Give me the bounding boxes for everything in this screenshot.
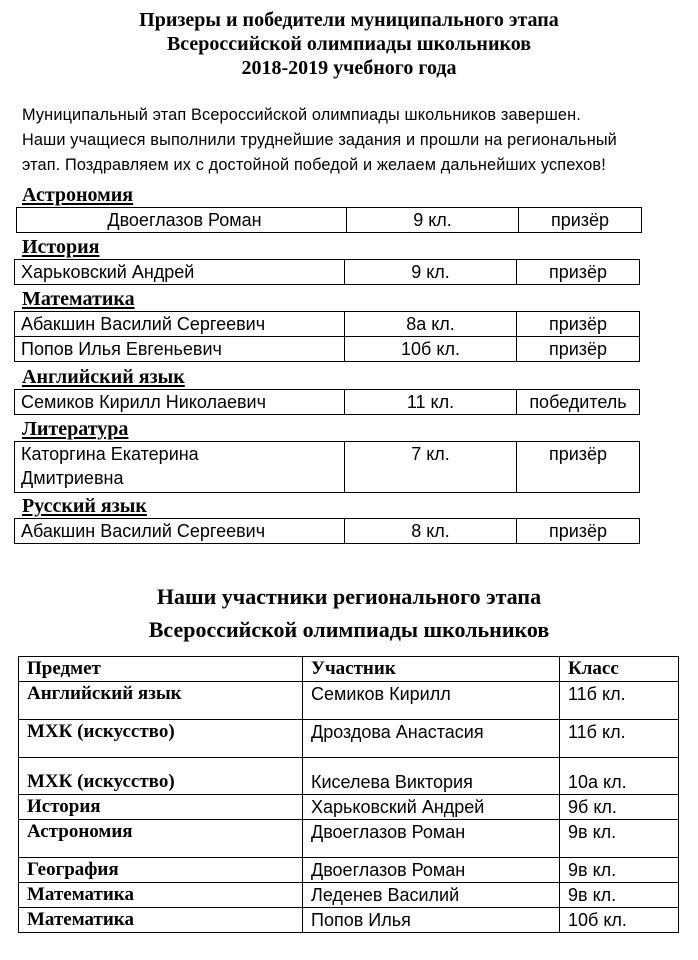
table-row [19,682,679,720]
row-grade: 11б кл. [560,720,679,758]
subject-heading: Литература [22,418,129,440]
row-participant: Киселева Виктория [303,758,560,795]
column-header-participant: Участник [303,657,560,682]
student-status: призёр [517,442,640,493]
results-table [14,518,640,544]
intro-line: этап. Поздравляем их с достойной победой и желаем дальнейших успехов! [22,156,606,174]
student-status: победитель [517,390,640,415]
student-name: Семиков Кирилл Николаевич [15,390,345,415]
column-header-subject: Предмет [19,657,303,682]
row-subject: Математика [19,883,303,908]
row-grade: 9б кл. [560,795,679,820]
intro-line: Муниципальный этап Всероссийской олимпиады школьников завершен. [22,106,581,124]
row-participant: Двоеглазов Роман [303,858,560,883]
row-subject: Английский язык [19,682,303,720]
student-name: Абакшин Василий Сергеевич [15,519,345,544]
student-name: Харьковский Андрей [15,260,345,285]
row-participant: Попов Илья [303,908,560,933]
student-name-line: Каторгина Екатерина [21,444,199,464]
table-row [15,390,640,415]
student-grade: 7 кл. [345,442,517,493]
row-subject: МХК (искусство) [19,720,303,758]
student-grade: 9 кл. [347,208,519,233]
row-subject: История [19,795,303,820]
row-grade: 10б кл. [560,908,679,933]
title-line: Призеры и победители муниципального этапа [139,9,559,31]
table-row [19,858,679,883]
intro-paragraph [22,103,682,178]
table-row [19,758,679,795]
table-row [15,442,640,493]
student-grade: 10б кл. [345,337,517,362]
regional-title-line: Всероссийской олимпиады школьников [148,617,550,642]
intro-line: Наши учащиеся выполнили труднейшие задания и прошли на региональный [22,131,617,149]
table-row [19,820,679,858]
student-status: призёр [517,519,640,544]
student-grade: 9 кл. [345,260,517,285]
results-table [14,311,640,362]
student-grade: 11 кл. [345,390,517,415]
student-grade: 8 кл. [345,519,517,544]
results-table [14,389,640,415]
table-row [19,795,679,820]
table-row [17,208,642,233]
student-name [15,442,345,493]
row-participant: Семиков Кирилл [303,682,560,720]
student-status: призёр [519,208,642,233]
row-subject: География [19,858,303,883]
student-name-line: Дмитриевна [21,468,124,488]
student-status: призёр [517,260,640,285]
table-header-row [19,657,679,682]
table-row [19,908,679,933]
results-table [14,259,640,285]
regional-participants-table [18,656,679,933]
column-header-grade: Класс [560,657,679,682]
row-grade: 9в кл. [560,858,679,883]
title-line: Всероссийской олимпиады школьников [166,33,532,55]
student-status: призёр [517,312,640,337]
table-row [19,883,679,908]
student-status: призёр [517,337,640,362]
row-participant: Дроздова Анастасия [303,720,560,758]
row-subject: МХК (искусство) [19,758,303,795]
row-participant: Двоеглазов Роман [303,820,560,858]
row-participant: Леденев Василий [303,883,560,908]
regional-title-line: Наши участники регионального этапа [156,584,542,609]
row-grade: 10а кл. [560,758,679,795]
student-name: Абакшин Василий Сергеевич [15,312,345,337]
table-row [15,312,640,337]
row-grade: 9в кл. [560,820,679,858]
subject-heading: Математика [22,288,135,310]
row-grade: 11б кл. [560,682,679,720]
results-table [16,207,642,233]
row-grade: 9в кл. [560,883,679,908]
table-row [19,720,679,758]
subject-heading: История [22,236,100,258]
subject-heading: Английский язык [22,366,185,388]
table-row [15,519,640,544]
student-name: Попов Илья Евгеньевич [15,337,345,362]
regional-title [0,580,698,646]
table-row [15,260,640,285]
subject-heading: Астрономия [22,184,134,206]
table-row [15,337,640,362]
row-subject: Астрономия [19,820,303,858]
subject-heading: Русский язык [22,495,147,517]
row-subject: Математика [19,908,303,933]
page-title [0,8,698,80]
title-line: 2018-2019 учебного года [241,57,457,79]
results-table [14,441,640,493]
student-name: Двоеглазов Роман [17,208,347,233]
student-grade: 8а кл. [345,312,517,337]
row-participant: Харьковский Андрей [303,795,560,820]
